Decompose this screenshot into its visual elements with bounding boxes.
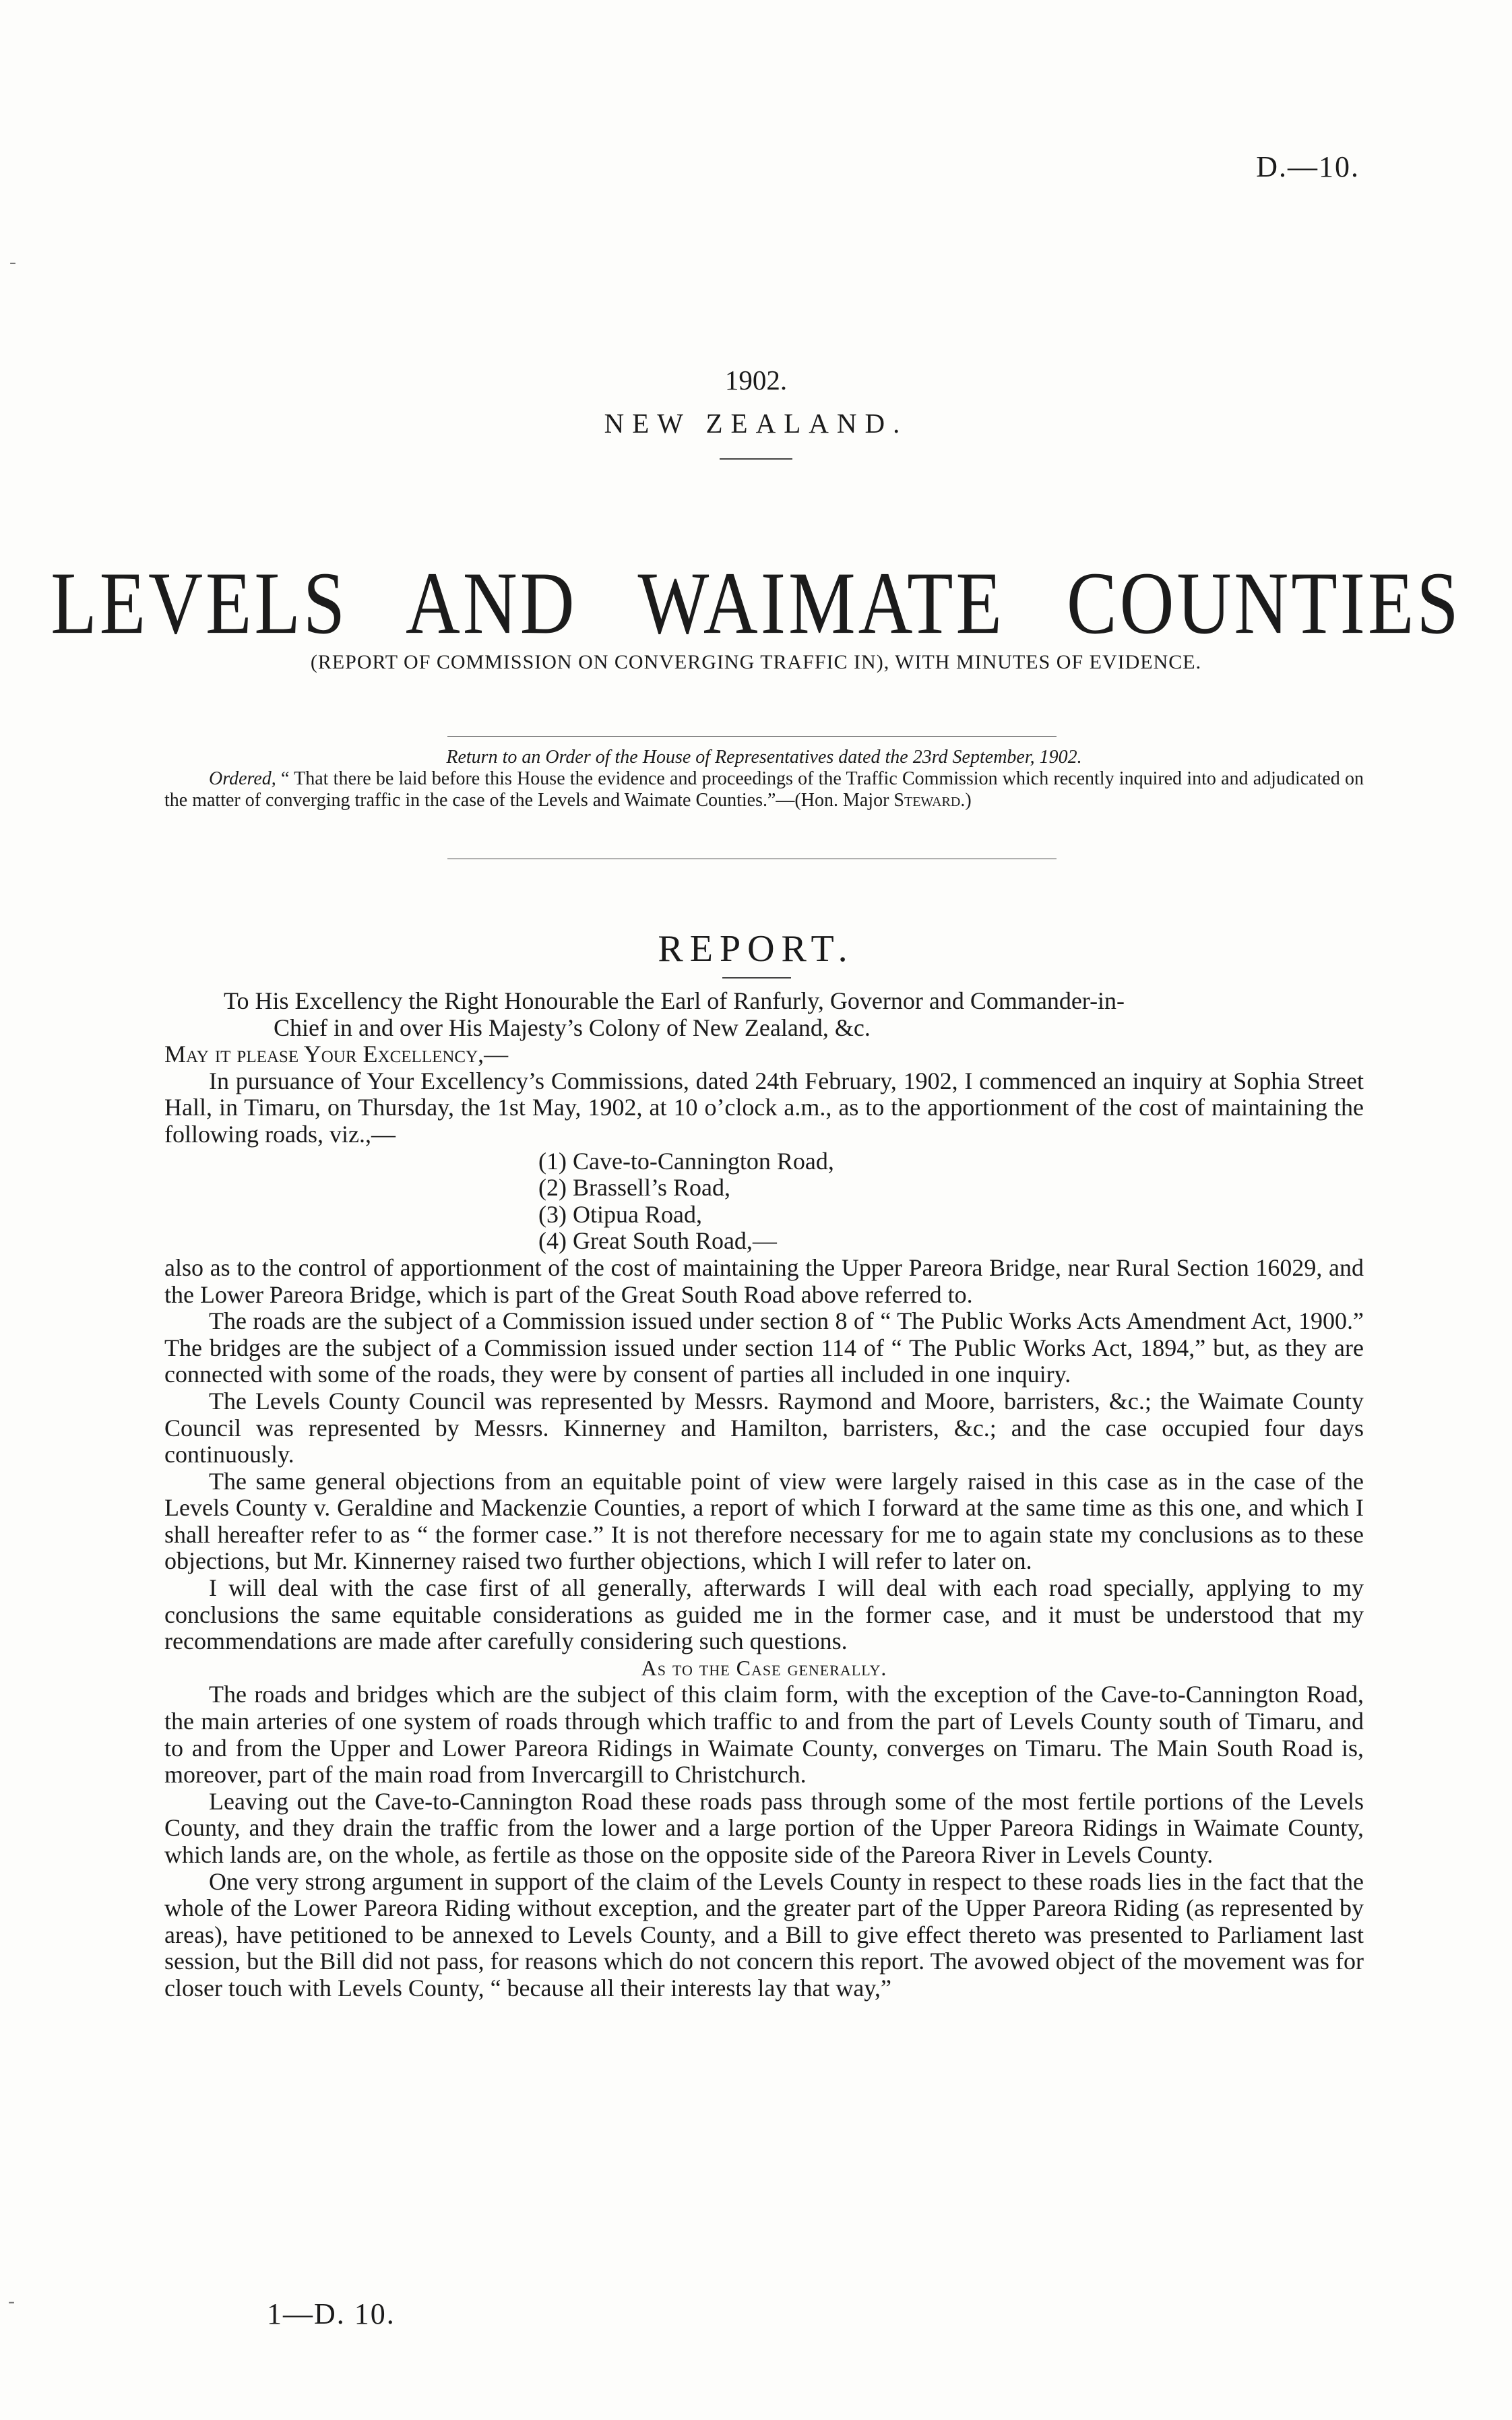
road-item: (1) Cave-to-Cannington Road,	[538, 1147, 834, 1175]
ordered-end: .)	[960, 790, 972, 811]
divider-rule	[720, 458, 792, 460]
paragraph-9: One very strong argument in support of the claim of the Levels County in respect to these roads lies in the fact that the whole of the Lower Pareora Riding without exception, and the greater part of the Upper Pareora Riding (as represented by areas), have petitioned to be annexed to Levels County, and a Bill to give effect thereto was presented to Parliament last session, but the Bill did not pass, for reasons which do not concern this report. The avowed object of the movement was for closer touch with Levels County, “ because all their interests lay that way,”	[164, 1867, 1364, 2002]
return-line: Return to an Order of the House of Representatives dated the 23rd September, 1902.	[446, 747, 1082, 768]
subtitle: (REPORT OF COMMISSION ON CONVERGING TRAFFIC IN), WITH MINUTES OF EVIDENCE.	[310, 651, 1202, 673]
year: 1902.	[724, 365, 788, 396]
roads-list	[164, 1148, 1364, 1255]
divider-rule	[447, 736, 1057, 737]
salutation: May it please Your Excellency,—	[164, 1041, 509, 1068]
ordered-name: Steward	[893, 790, 961, 811]
divider-rule	[722, 977, 791, 979]
address-line-2: Chief in and over His Majesty’s Colony of New Zealand, &c.	[274, 1014, 871, 1041]
order-of-house	[164, 747, 1364, 811]
paragraph-5: The same general objections from an equitable point of view were largely raised in this case as in the case of the Levels County v. Geraldine and Mackenzie Counties, a report of which I forward at the same time as this one, and which I shall hereafter refer to as “ the former case.” It is not therefore necessary for me to again state my conclusions as to these objections, but Mr. Kinnerney raised two further objections, which I will refer to later on.	[164, 1467, 1364, 1575]
section-heading: As to the Case generally.	[641, 1655, 887, 1680]
address-line-1: To His Excellency the Right Honourable the Earl of Ranfurly, Governor and Commander-in-	[224, 987, 1125, 1014]
paragraph-6: I will deal with the case first of all generally, afterwards I will deal with each road specially, applying to my conclusions the same equitable considerations as guided me in the former case, and it must be understood that my recommendations are made after carefully considering such questions.	[164, 1574, 1364, 1655]
paper-reference: D.—10.	[1256, 150, 1360, 183]
margin-mark: -	[8, 2290, 15, 2312]
report-heading: REPORT.	[658, 928, 854, 970]
paragraph-3: The roads are the subject of a Commission issued under section 8 of “ The Public Works Acts Amendment Act, 1900.” The bridges are the subject of a Commission issued under section 114 of “ The Public Works Act, 1894,” but, as they are connected with some of the roads, they were by consent of parties all included in one inquiry.	[164, 1307, 1364, 1388]
ordered-text: “ That there be laid before this House the evidence and proceedings of the Traffic Commission which recently inquired into and adjudicated on the matter of converging traffic in the case of the Levels and Waimate Counties.”—(Hon. Major	[164, 768, 1364, 811]
road-item: (2) Brassell’s Road,	[538, 1174, 730, 1202]
paragraph-8: Leaving out the Cave-to-Cannington Road these roads pass through some of the most fertile portions of the Levels County, and they drain the traffic from the lower and a large portion of the Upper Pareora Ridings in Waimate County, which lands are, on the whole, as fertile as those on the opposite side of the Pareora River in Levels County.	[164, 1787, 1364, 1868]
road-item: (3) Otipua Road,	[538, 1200, 702, 1228]
paragraph-7: The roads and bridges which are the subject of this claim form, with the exception of the Cave-to-Cannington Road, the main arteries of one system of roads through which traffic to and from the part of Levels County south of Timaru, and to and from the Upper and Lower Pareora Ridings in Waimate County, converges on Timaru. The Main South Road is, moreover, part of the main road from Invercargill to Christchurch.	[164, 1681, 1364, 1789]
paragraph-1: In pursuance of Your Excellency’s Commissions, dated 24th February, 1902, I commenced an inquiry at Sophia Street Hall, in Timaru, on Thursday, the 1st May, 1902, at 10 o’clock a.m., as to the apportionment of the cost of maintaining the following roads, viz.,—	[164, 1067, 1364, 1148]
paragraph-4: The Levels County Council was represented by Messrs. Raymond and Moore, barristers, &c.; the Waimate County Council was represented by Messrs. Kinnerney and Hamilton, barristers, &c.; and the case occupied four days continuously.	[164, 1387, 1364, 1468]
main-title: LEVELS AND WAIMATE COUNTIES	[51, 554, 1461, 653]
road-item: (4) Great South Road,—	[538, 1227, 777, 1255]
ordered-word: Ordered,	[209, 768, 276, 789]
ordered-paragraph	[164, 768, 1364, 811]
paragraph-2: also as to the control of apportionment of the cost of maintaining the Upper Pareora Bridge, near Rural Section 16029, and the Lower Pareora Bridge, which is part of the Great South Road above referred to.	[164, 1253, 1364, 1308]
margin-mark: -	[9, 251, 16, 273]
report-body	[164, 988, 1364, 2002]
address	[164, 988, 1364, 1041]
page-signature: 1—D. 10.	[267, 2297, 396, 2330]
country: NEW ZEALAND.	[604, 408, 908, 439]
